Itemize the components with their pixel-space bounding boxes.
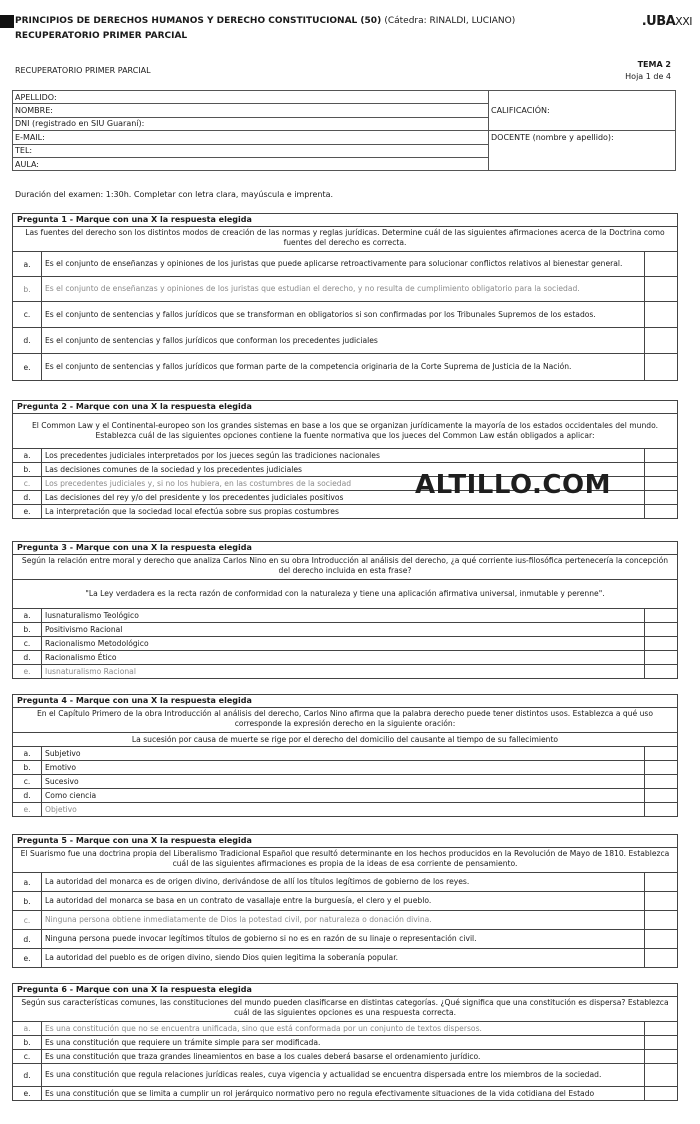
answer-box[interactable] — [644, 930, 677, 948]
course-title: PRINCIPIOS DE DERECHOS HUMANOS Y DERECHO CONSTITUCIONAL (50) (Cátedra: RINALDI, LUCIANO) — [15, 16, 516, 26]
answer-box[interactable] — [644, 491, 677, 504]
answer-box[interactable] — [644, 449, 677, 462]
answer-option[interactable]: a. Es el conjunto de enseñanzas y opiniones de los juristas que puede aplicarse retroactivamente para solucionar conflictos relativos al bienestar general. — [13, 252, 677, 277]
answer-box[interactable] — [644, 623, 677, 636]
question-text: El Suarismo fue una doctrina propia del Liberalismo Tradicional Español que resultó determinante en los hechos producidos en la Revolución de Mayo de 1810. Establezca cuál de las siguientes afirmaciones es propia de la ideas de esa corriente de pensamiento. — [13, 848, 677, 873]
answer-box[interactable] — [644, 252, 677, 276]
answer-box[interactable] — [644, 665, 677, 678]
aula-field[interactable]: AULA: — [13, 157, 489, 170]
answer-option[interactable]: c. Sucesivo — [13, 775, 677, 789]
answer-option[interactable]: a. Subjetivo — [13, 747, 677, 761]
question-text: Según la relación entre moral y derecho que analiza Carlos Nino en su obra Introducción al análisis del derecho, ¿a qué corriente ius-filosófica pertenecería la concepción del derecho incluida en esta frase? — [13, 555, 677, 580]
answer-option[interactable]: c. Los precedentes judiciales y, si no los hubiera, en las costumbres de la sociedad — [13, 477, 677, 491]
tel-field[interactable]: TEL: — [13, 144, 489, 157]
answer-option[interactable]: d. Es una constitución que regula relaciones jurídicas reales, cuya vigencia y actualidad se encuentra dispersada entre los miembros de la sociedad. — [13, 1064, 677, 1087]
answer-option[interactable]: a. Iusnaturalismo Teológico — [13, 609, 677, 623]
answer-option[interactable]: b. Emotivo — [13, 761, 677, 775]
answer-box[interactable] — [644, 1087, 677, 1100]
question-4 — [12, 694, 678, 817]
answer-option[interactable]: d. Racionalismo Ético — [13, 651, 677, 665]
answer-box[interactable] — [644, 637, 677, 650]
question-title: Pregunta 5 - Marque con una X la respuesta elegida — [13, 835, 677, 848]
student-info-table — [12, 90, 676, 171]
question-text: En el Capítulo Primero de la obra Introducción al análisis del derecho, Carlos Nino afirma que la palabra derecho puede tener distintos usos. Establezca a qué uso corresponde la expresión derecho en la siguiente oración: — [13, 708, 677, 733]
answer-option[interactable]: e. Iusnaturalismo Racional — [13, 665, 677, 678]
question-quote: "La Ley verdadera es la recta razón de conformidad con la naturaleza y tiene una aplicación afirmativa universal, inmutable y perenne". — [13, 580, 677, 609]
question-text: Las fuentes del derecho son los distintos modos de creación de las normas y reglas jurídicas. Determine cuál de las siguientes afirmaciones acerca de la Doctrina como fuentes del derecho es correcta. — [13, 227, 677, 252]
answer-option[interactable]: c. Es una constitución que traza grandes lineamientos en base a los cuales deberá basarse el ordenamiento jurídico. — [13, 1050, 677, 1064]
calificacion-label: CALIFICACIÓN: — [489, 104, 676, 117]
answer-option[interactable]: c. Ninguna persona obtiene inmediatamente de Dios la potestad civil, por naturaleza o donación divina. — [13, 911, 677, 930]
answer-option[interactable]: e. Objetivo — [13, 803, 677, 816]
answer-option[interactable]: e. Es el conjunto de sentencias y fallos jurídicos que forman parte de la competencia originaria de la Corte Suprema de Justicia de la Nación. — [13, 354, 677, 380]
nombre-field[interactable]: NOMBRE: — [13, 104, 489, 117]
answer-box[interactable] — [644, 873, 677, 891]
question-1 — [12, 213, 678, 381]
chair-name: (Cátedra: RINALDI, LUCIANO) — [384, 16, 516, 26]
answer-option[interactable]: d. Las decisiones del rey y/o del presidente y los precedentes judiciales positivos — [13, 491, 677, 505]
apellido-field[interactable]: APELLIDO: — [13, 91, 489, 104]
answer-box[interactable] — [644, 775, 677, 788]
question-title: Pregunta 6 - Marque con una X la respuesta elegida — [13, 984, 677, 997]
question-title: Pregunta 1 - Marque con una X la respuesta elegida — [13, 214, 677, 227]
answer-box[interactable] — [644, 505, 677, 518]
answer-option[interactable]: a. La autoridad del monarca es de origen divino, derivándose de allí los títulos legítimos de gobierno de los reyes. — [13, 873, 677, 892]
page-counter: Hoja 1 de 4 — [625, 72, 671, 81]
email-field[interactable]: E-MAIL: — [13, 131, 489, 144]
answer-box[interactable] — [644, 747, 677, 760]
answer-box[interactable] — [644, 651, 677, 664]
answer-option[interactable]: b. La autoridad del monarca se basa en un contrato de vasallaje entre la burguesía, el clero y el pueblo. — [13, 892, 677, 911]
answer-box[interactable] — [644, 911, 677, 929]
question-text: Según sus características comunes, las constituciones del mundo pueden clasificarse en distintas categorías. ¿Qué significa que una constitución es dispersa? Establezca cuál de las siguientes opciones es una respuesta correcta. — [13, 997, 677, 1022]
answer-option[interactable]: e. La interpretación que la sociedad local efectúa sobre sus propias costumbres — [13, 505, 677, 518]
answer-box[interactable] — [644, 328, 677, 353]
answer-option[interactable]: d. Es el conjunto de sentencias y fallos jurídicos que conforman los precedentes judiciales — [13, 328, 677, 354]
question-3 — [12, 541, 678, 679]
answer-box[interactable] — [644, 761, 677, 774]
question-title: Pregunta 2 - Marque con una X la respuesta elegida — [13, 401, 677, 414]
question-title: Pregunta 4 - Marque con una X la respuesta elegida — [13, 695, 677, 708]
dni-field[interactable]: DNI (registrado en SIU Guaraní): — [13, 117, 489, 130]
answer-box[interactable] — [644, 892, 677, 910]
answer-box[interactable] — [644, 1022, 677, 1035]
answer-option[interactable]: c. Es el conjunto de sentencias y fallos jurídicos que se transforman en obligatorios si son confirmadas por los Tribunales Supremos de los estados. — [13, 302, 677, 328]
tema-label: TEMA 2 — [637, 60, 671, 69]
answer-option[interactable]: a. Los precedentes judiciales interpretados por los jueces según las tradiciones nacionales — [13, 449, 677, 463]
answer-box[interactable] — [644, 949, 677, 967]
answer-option[interactable]: a. Es una constitución que no se encuentra unificada, sino que está conformada por un conjunto de textos dispersos. — [13, 1022, 677, 1036]
answer-box[interactable] — [644, 302, 677, 327]
answer-box[interactable] — [644, 789, 677, 802]
exam-subtitle: RECUPERATORIO PRIMER PARCIAL — [15, 31, 188, 41]
answer-box[interactable] — [644, 1036, 677, 1049]
answer-box[interactable] — [644, 277, 677, 301]
answer-box[interactable] — [644, 1050, 677, 1063]
answer-option[interactable]: e. Es una constitución que se limita a cumplir un rol jerárquico normativo pero no regula efectivamente situaciones de la vida cotidiana del Estado — [13, 1087, 677, 1100]
answer-option[interactable]: d. Como ciencia — [13, 789, 677, 803]
question-5 — [12, 834, 678, 968]
answer-option[interactable]: c. Racionalismo Metodológico — [13, 637, 677, 651]
answer-option[interactable]: b. Las decisiones comunes de la sociedad y los precedentes judiciales — [13, 463, 677, 477]
answer-option[interactable]: b. Es una constitución que requiere un trámite simple para ser modificada. — [13, 1036, 677, 1050]
answer-option[interactable]: b. Es el conjunto de enseñanzas y opiniones de los juristas que estudian el derecho, y no resulta de cumplimiento obligatorio para la sociedad. — [13, 277, 677, 302]
altillo-watermark: ALTILLO.COM — [415, 470, 611, 500]
uba-xxi-logo: .UBAXXI — [641, 14, 692, 29]
docente-label: DOCENTE (nombre y apellido): — [489, 131, 676, 144]
answer-option[interactable]: d. Ninguna persona puede invocar legítimos títulos de gobierno si no es en razón de su linaje o representación civil. — [13, 930, 677, 949]
answer-box[interactable] — [644, 477, 677, 490]
question-2 — [12, 400, 678, 519]
question-text: El Common Law y el Continental-europeo son los grandes sistemas en base a los que se organizan jurídicamente la mayoría de los estados occidentales del mundo. Establezca cuál de las siguientes opciones contiene la fuente normativa que los jueces del Common Law están obligados a aplicar: — [13, 414, 677, 449]
answer-box[interactable] — [644, 803, 677, 816]
answer-box[interactable] — [644, 609, 677, 622]
answer-option[interactable]: e. La autoridad del pueblo es de origen divino, siendo Dios quien legitima la soberanía popular. — [13, 949, 677, 967]
answer-box[interactable] — [644, 354, 677, 380]
exam-type: RECUPERATORIO PRIMER PARCIAL — [15, 66, 151, 75]
answer-option[interactable]: b. Positivismo Racional — [13, 623, 677, 637]
exam-duration: Duración del examen: 1:30h. Completar con letra clara, mayúscula e imprenta. — [15, 190, 334, 199]
answer-box[interactable] — [644, 463, 677, 476]
question-6 — [12, 983, 678, 1101]
redaction-bar — [0, 15, 14, 28]
question-quote: La sucesión por causa de muerte se rige por el derecho del domicilio del causante al tiempo de su fallecimiento — [13, 733, 677, 747]
answer-box[interactable] — [644, 1064, 677, 1086]
question-title: Pregunta 3 - Marque con una X la respuesta elegida — [13, 542, 677, 555]
